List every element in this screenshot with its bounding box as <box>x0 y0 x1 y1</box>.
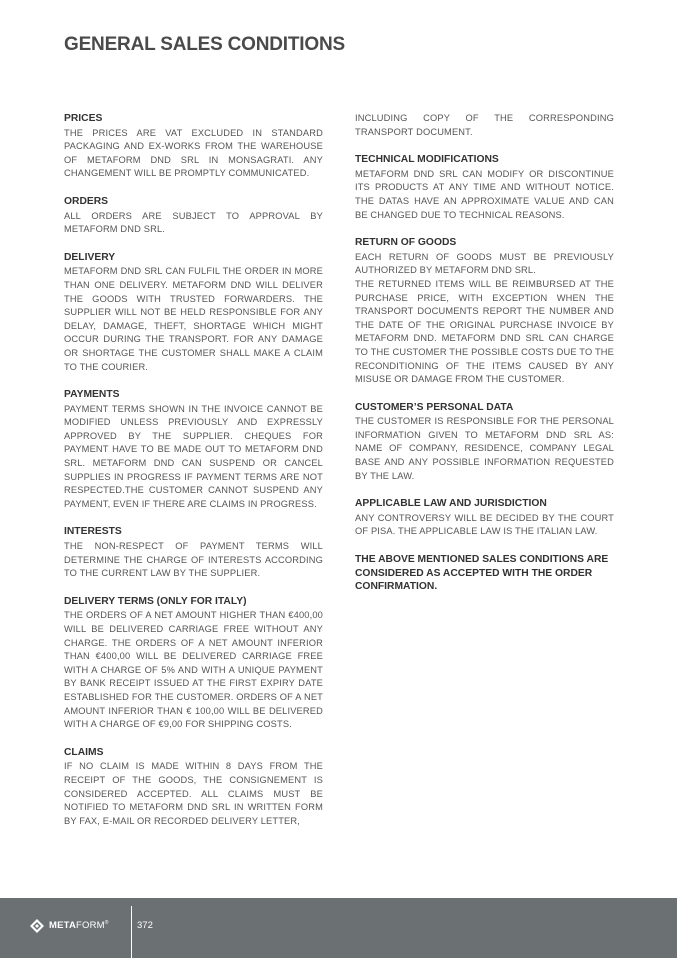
section-heading: CUSTOMER’S PERSONAL DATA <box>355 401 514 413</box>
section-paragraph: ANY CONTROVERSY WILL BE DECIDED BY THE COURT OF PISA. THE APPLICABLE LAW IS THE ITALIAN LAW. <box>355 512 614 537</box>
section-heading: INTERESTS <box>64 526 122 538</box>
footer-divider <box>131 906 132 958</box>
section-paragraph: THE RETURNED ITEMS WILL BE REIMBURSED AT THE PURCHASE PRICE, WITH EXCEPTION WHEN THE TRANSPORT DOCUMENTS REPORT THE NUMBER AND THE DATE OF THE ORIGINAL PURCHASE INVOICE BY METAFORM DND. METAFORM DND SRL CAN CHARGE TO THE CUSTOMER THE POSSIBLE COSTS DUE TO THE RECONDITIONING OF THE ITEMS CAUSED BY ANY MISUSE OR DAMAGE FROM THE CUSTOMER. <box>355 278 614 385</box>
section-paragraph: METAFORM DND SRL CAN MODIFY OR DISCONTINUE ITS PRODUCTS AT ANY TIME AND WITHOUT NOTICE. THE DATAS HAVE AN APPROXIMATE VALUE AND CAN BE CHANGED DUE TO TECHNICAL REASONS. <box>355 168 614 220</box>
section-paragraph: ALL ORDERS ARE SUBJECT TO APPROVAL BY METAFORM DND SRL. <box>64 210 323 235</box>
section-heading: DELIVERY <box>64 251 116 263</box>
section-interests <box>64 525 323 580</box>
page-footer <box>0 898 677 958</box>
section-orders <box>64 195 323 237</box>
section-paragraph: THE NON-RESPECT OF PAYMENT TERMS WILL DETERMINE THE CHARGE OF INTERESTS ACCORDING TO THE CURRENT LAW BY THE SUPPLIER. <box>64 541 323 579</box>
section-paragraph: EACH RETURN OF GOODS MUST BE PREVIOUSLY AUTHORIZED BY METAFORM DND SRL. <box>355 251 614 276</box>
logo-registered-mark: ® <box>104 920 109 927</box>
section-heading: PRICES <box>64 113 103 124</box>
section-paragraph: PAYMENT TERMS SHOWN IN THE INVOICE CANNOT BE MODIFIED UNLESS PREVIOUSLY AND EXPRESSLY APPROVED BY THE SUPPLIER. CHEQUES FOR PAYMENT HAVE TO BE MADE OUT TO METAFORM DND SRL. METAFORM DND CAN SUSPEND OR CANCEL SUPPLIES IN PROGRESS IF PAYMENT TERMS ARE NOT RESPECTED.THE CUSTOMER CANNOT SUSPEND ANY PAYMENT, EVEN IF THERE ARE CLAIMS IN PROGRESS. <box>64 403 323 509</box>
left-column <box>64 112 323 842</box>
section-return-of-goods <box>355 236 614 387</box>
section-heading: PAYMENTS <box>64 389 120 401</box>
page-title: GENERAL SALES CONDITIONS <box>64 34 345 55</box>
logo-wordmark-light: FORM <box>76 920 105 932</box>
section-delivery <box>64 251 323 374</box>
section-claims <box>64 746 323 829</box>
section-applicable-law <box>355 497 614 539</box>
section-heading: APPLICABLE LAW AND JURISDICTION <box>355 498 547 510</box>
section-technical-modifications <box>355 153 614 222</box>
metaform-logo-icon <box>30 919 44 933</box>
section-personal-data <box>355 401 614 484</box>
right-column <box>355 112 614 594</box>
closing-statement: THE ABOVE MENTIONED SALES CONDITIONS ARE CONSIDERED AS ACCEPTED WITH THE ORDER CONFIRMATION. <box>355 554 609 593</box>
section-claims-continued <box>355 112 614 139</box>
section-paragraph: THE PRICES ARE VAT EXCLUDED IN STANDARD PACKAGING AND EX-WORKS FROM THE WAREHOUSE OF METAFORM DND SRL IN MONSAGRATI. ANY CHANGEMENT WILL BE PROMPTLY COMMUNICATED. <box>64 127 323 179</box>
section-delivery-terms <box>64 595 323 732</box>
section-heading: RETURN OF GOODS <box>355 237 457 249</box>
section-heading: DELIVERY TERMS (ONLY FOR ITALY) <box>64 595 247 607</box>
section-paragraph: METAFORM DND SRL CAN FULFIL THE ORDER IN MORE THAN ONE DELIVERY. METAFORM DND WILL DELIVER THE GOODS WITH TRUSTED FORWARDERS. THE SUPPLIER WILL NOT BE HELD RESPONSIBLE FOR ANY DELAY, DAMAGE, THEFT, SHORTAGE WHICH MIGHT OCCUR DURING THE TRANSPORT. FOR ANY DAMAGE OR SHORTAGE THE CUSTOMER SHALL MAKE A CLAIM TO THE COURIER. <box>64 266 323 372</box>
section-prices <box>64 112 323 181</box>
section-heading: ORDERS <box>64 195 109 207</box>
section-heading: TECHNICAL MODIFICATIONS <box>355 154 499 166</box>
section-paragraph: THE CUSTOMER IS RESPONSIBLE FOR THE PERSONAL INFORMATION GIVEN TO METAFORM DND SRL AS: NAME OF COMPANY, RESIDENCE, COMPANY LEGAL BASE AND ANY POSSIBLE INFORMATION REQUESTED BY THE LAW. <box>355 416 614 481</box>
logo-wordmark-bold: META <box>49 920 77 932</box>
section-paragraph: THE ORDERS OF A NET AMOUNT HIGHER THAN €400,00 WILL BE DELIVERED CARRIAGE FREE WITHOUT ANY CHARGE. THE ORDERS OF A NET AMOUNT INFERIOR THAN €400,00 WILL BE DELIVERED CARRIAGE FREE WITH A CHARGE OF 5% AND WITH A UNIQUE PAYMENT BY BANK RECEIPT ISSUED AT THE FIRST EXPIRY DATE ESTABLISHED FOR THE CUSTOMER. ORDERS OF A NET AMOUNT INFERIOR THAN € 100,00 WILL BE DELIVERED WITH A CHARGE OF €9,00 FOR SHIPPING COSTS. <box>64 610 323 730</box>
metaform-logo <box>30 918 109 934</box>
section-heading: CLAIMS <box>64 746 104 758</box>
section-paragraph: INCLUDING COPY OF THE CORRESPONDING TRANSPORT DOCUMENT. <box>355 113 614 137</box>
section-payments <box>64 388 323 511</box>
section-paragraph: IF NO CLAIM IS MADE WITHIN 8 DAYS FROM THE RECEIPT OF THE GOODS, THE CONSIGNEMENT IS CONSIDERED ACCEPTED. ALL CLAIMS MUST BE NOTIFIED TO METAFORM DND SRL IN WRITTEN FORM BY FAX, E-MAIL OR RECORDED DELIVERY LETTER, <box>64 761 323 826</box>
page-number: 372 <box>137 920 153 931</box>
logo-wordmark <box>49 920 109 931</box>
